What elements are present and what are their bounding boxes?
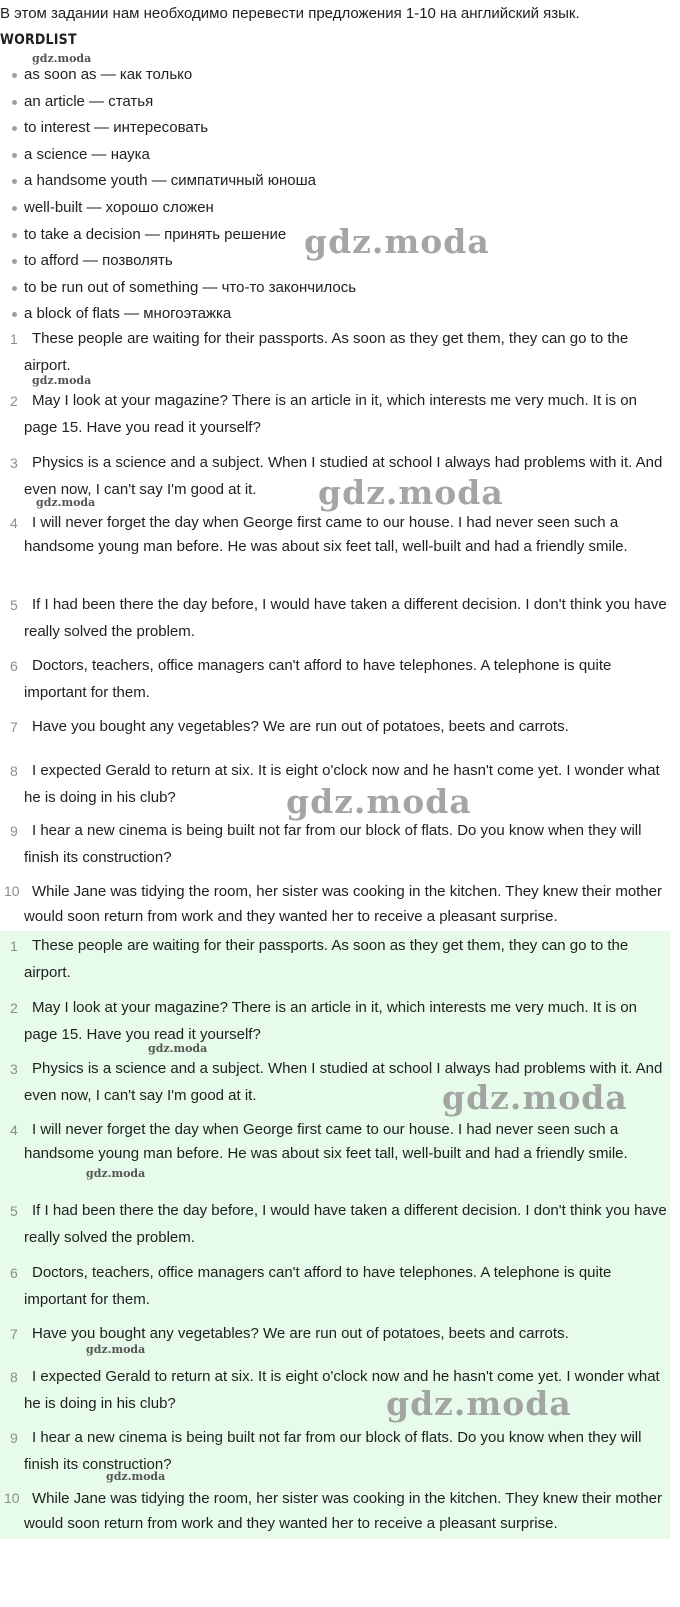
answer-number: 4 — [10, 1122, 18, 1138]
answer-text: May I look at your magazine? There is an article in it, which interests me very much. It is on page 15. Have you read it yourself? — [24, 999, 637, 1043]
sentence-number: 5 — [10, 597, 18, 613]
answer-number: 9 — [10, 1430, 18, 1446]
answer-number: 10 — [4, 1490, 20, 1506]
sentence-number: 8 — [10, 763, 18, 779]
answer-number: 3 — [10, 1061, 18, 1077]
answer-text: I will never forget the day when George first came to our house. I had never seen such a handsome young man before. He was about six feet tall, well-built and had a friendly smile. — [24, 1121, 628, 1162]
wordlist-item-text: to interest — интересовать — [24, 119, 209, 137]
sentence-text: I expected Gerald to return at six. It is eight o'clock now and he hasn't come yet. I wonder what he is doing in his club? — [24, 762, 660, 806]
sentence-text: Doctors, teachers, office managers can't afford to have telephones. A telephone is quite important for them. — [24, 657, 612, 701]
wordlist-item-text: to take a decision — принять решение — [24, 225, 287, 243]
watermark: gdz.moda — [386, 1384, 572, 1423]
sentence-text: May I look at your magazine? There is an article in it, which interests me very much. It is on page 15. Have you read it yourself? — [24, 392, 637, 436]
wordlist-item — [0, 119, 680, 146]
bullet-icon — [12, 73, 17, 78]
sentence-item — [0, 326, 670, 379]
wordlist-item-text: as soon as — как только — [24, 66, 193, 83]
answer-number: 1 — [10, 938, 18, 954]
wordlist-item-text: to be run out of something — что-то закончилось — [24, 278, 357, 296]
sentence-item — [0, 388, 670, 441]
answer-text: Doctors, teachers, office managers can't afford to have telephones. A telephone is quite important for them. — [24, 1264, 612, 1308]
sentence-number: 7 — [10, 719, 18, 735]
sentence-number: 6 — [10, 658, 18, 674]
bullet-icon — [12, 259, 17, 264]
sentence-text: While Jane was tidying the room, her sister was cooking in the kitchen. They knew their mother would soon return from work and they wanted her to receive a pleasant surprise. — [24, 883, 663, 925]
bullet-icon — [12, 312, 17, 317]
wordlist-item-text: to afford — позволять — [24, 252, 173, 270]
answer-text: I expected Gerald to return at six. It is eight o'clock now and he hasn't come yet. I wonder what he is doing in his club? — [24, 1368, 660, 1412]
wordlist-item-text: a block of flats — многоэтажка — [24, 305, 232, 323]
sentence-text: Physics is a science and a subject. When I studied at school I always had problems with it. And even now, I can't say I'm good at it. — [24, 454, 663, 498]
sentence-item — [0, 511, 670, 559]
answer-number: 7 — [10, 1326, 18, 1342]
answer-item — [0, 1260, 670, 1313]
wordlist — [0, 66, 680, 332]
bullet-icon — [12, 126, 17, 131]
answer-item — [0, 1425, 670, 1478]
watermark: gdz.moda — [286, 782, 472, 821]
sentence-item — [0, 714, 670, 741]
sentence-number: 4 — [10, 515, 18, 531]
answer-text: If I had been there the day before, I would have taken a different decision. I don't think you have really solved the problem. — [24, 1202, 667, 1246]
wordlist-item — [0, 172, 680, 199]
sentence-text: I will never forget the day when George first came to our house. I had never seen such a handsome young man before. He was about six feet tall, well-built and had a friendly smile. — [24, 514, 628, 555]
wordlist-item — [0, 146, 680, 173]
answer-text: Physics is a science and a subject. When I studied at school I always had problems with it. And even now, I can't say I'm good at it. — [24, 1060, 663, 1104]
sentence-text: If I had been there the day before, I would have taken a different decision. I don't think you have really solved the problem. — [24, 596, 667, 640]
sentence-item — [0, 818, 670, 871]
wordlist-item-text: a science — наука — [24, 145, 150, 163]
bullet-icon — [12, 233, 17, 238]
bullet-icon — [12, 179, 17, 184]
answer-text: I hear a new cinema is being built not far from our block of flats. Do you know when they will finish its construction? — [24, 1429, 642, 1473]
sentence-item — [0, 592, 670, 645]
sentence-number: 2 — [10, 393, 18, 409]
watermark: gdz.moda — [32, 52, 92, 65]
answer-item — [0, 1118, 670, 1166]
bullet-icon — [12, 286, 17, 291]
wordlist-heading: WORDLIST — [0, 32, 77, 48]
watermark: gdz.moda — [106, 1470, 166, 1483]
wordlist-item — [0, 93, 680, 120]
watermark: gdz.moda — [86, 1343, 146, 1356]
bullet-icon — [12, 206, 17, 211]
answer-number: 5 — [10, 1203, 18, 1219]
answer-item — [0, 1486, 670, 1536]
answer-item — [0, 1364, 670, 1417]
watermark: gdz.moda — [36, 496, 96, 509]
task-intro: В этом задании нам необходимо перевести предложения 1-10 на английский язык. — [0, 5, 580, 22]
watermark: gdz.moda — [32, 374, 92, 387]
wordlist-item-text: an article — статья — [24, 92, 154, 110]
answer-number: 6 — [10, 1265, 18, 1281]
sentence-item — [0, 758, 670, 811]
wordlist-item — [0, 199, 680, 226]
bullet-icon — [12, 153, 17, 158]
sentence-text: These people are waiting for their passports. As soon as they get them, they can go to the airport. — [24, 330, 629, 374]
answer-text: Have you bought any vegetables? We are run out of potatoes, beets and carrots. — [32, 1325, 569, 1342]
answer-text: While Jane was tidying the room, her sister was cooking in the kitchen. They knew their mother would soon return from work and they wanted her to receive a pleasant surprise. — [24, 1490, 663, 1532]
sentence-number: 10 — [4, 883, 20, 899]
sentence-number: 3 — [10, 455, 18, 471]
wordlist-item — [0, 226, 680, 253]
answer-item — [0, 1056, 670, 1109]
answer-item — [0, 1321, 670, 1348]
sentence-item — [0, 450, 670, 503]
wordlist-item — [0, 279, 680, 306]
wordlist-item — [0, 66, 680, 93]
sentence-item — [0, 653, 670, 706]
watermark: gdz.moda — [442, 1078, 628, 1117]
answer-text: These people are waiting for their passports. As soon as they get them, they can go to the airport. — [24, 937, 629, 981]
sentence-item — [0, 879, 670, 929]
answer-number: 8 — [10, 1369, 18, 1385]
sentence-text: Have you bought any vegetables? We are run out of potatoes, beets and carrots. — [32, 718, 569, 735]
answer-item — [0, 933, 670, 986]
watermark: gdz.moda — [86, 1167, 146, 1180]
watermark: gdz.moda — [304, 222, 490, 261]
watermark: gdz.moda — [148, 1042, 208, 1055]
wordlist-item-text: a handsome youth — симпатичный юноша — [24, 172, 317, 190]
answer-item — [0, 995, 670, 1048]
sentence-number: 1 — [10, 331, 18, 347]
wordlist-item-text: well-built — хорошо сложен — [24, 198, 214, 216]
bullet-icon — [12, 100, 17, 105]
watermark: gdz.moda — [318, 473, 504, 512]
answer-item — [0, 1198, 670, 1251]
sentence-text: I hear a new cinema is being built not far from our block of flats. Do you know when they will finish its construction? — [24, 822, 642, 866]
sentence-number: 9 — [10, 823, 18, 839]
wordlist-item — [0, 252, 680, 279]
answer-number: 2 — [10, 1000, 18, 1016]
